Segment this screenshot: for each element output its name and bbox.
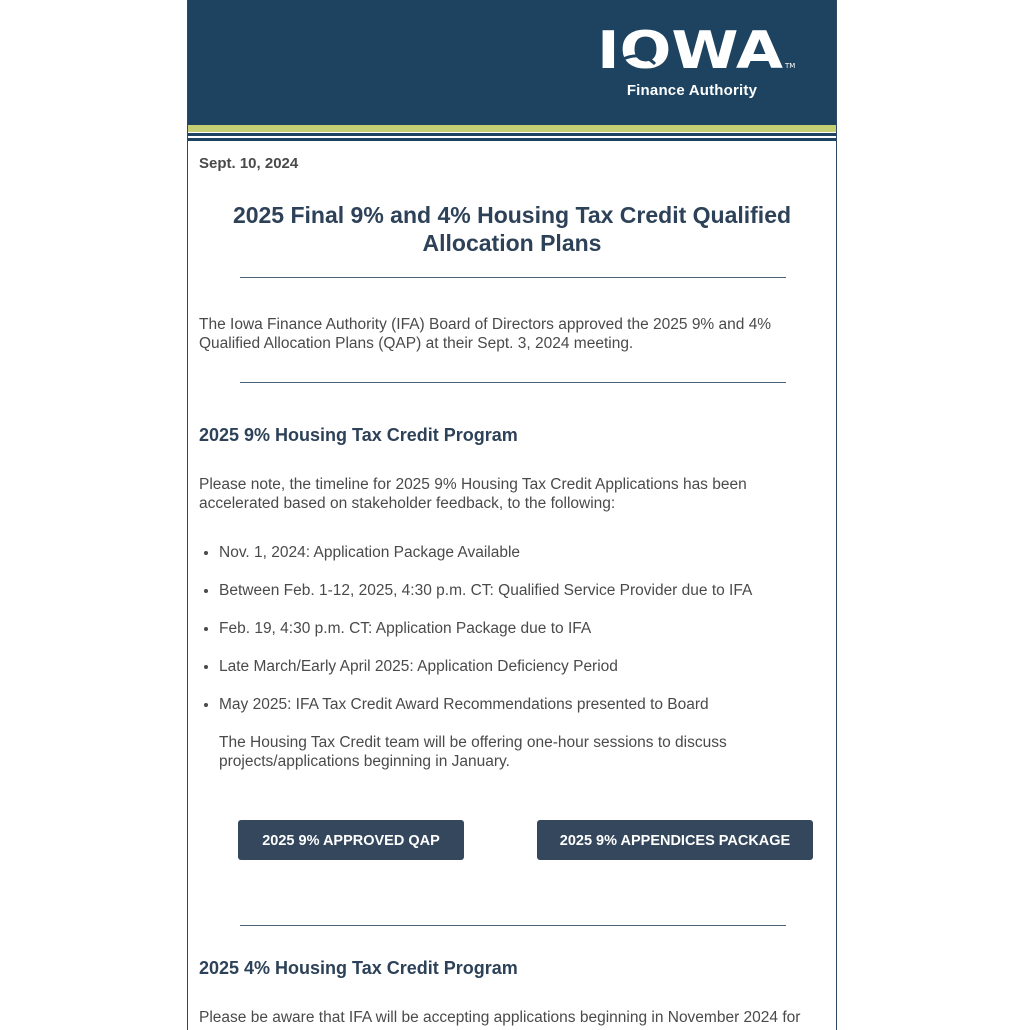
timeline-list [199, 543, 839, 733]
divider [240, 382, 786, 383]
list-item: • Feb. 19, 4:30 p.m. CT: Application Package due to IFA [219, 619, 839, 657]
accent-stripe-green [188, 125, 836, 132]
sessions-note: The Housing Tax Credit team will be offering one-hour sessions to discuss projects/applications beginning in January. [219, 734, 727, 770]
logo-wordmark: IOWA [597, 21, 783, 81]
section-4-heading: 2025 4% Housing Tax Credit Program [199, 958, 518, 978]
accent-stripe-navy [188, 133, 836, 136]
page-title: 2025 Final 9% and 4% Housing Tax Credit Qualified Allocation Plans [232, 202, 792, 256]
divider [240, 925, 786, 926]
publish-date: Sept. 10, 2024 [199, 155, 299, 172]
section-9-lead: Please note, the timeline for 2025 9% Housing Tax Credit Applications has been accelerated based on stakeholder feedback, to the following: [199, 476, 747, 512]
approved-qap-button[interactable]: 2025 9% APPROVED QAP [238, 820, 464, 860]
section-9-heading: 2025 9% Housing Tax Credit Program [199, 425, 518, 445]
logo-subtitle: Finance Authority [626, 82, 758, 99]
list-item: • Late March/Early April 2025: Application Deficiency Period [219, 657, 839, 695]
accent-stripe-navy [188, 138, 836, 141]
list-item: • Between Feb. 1-12, 2025, 4:30 p.m. CT: Qualified Service Provider due to IFA [219, 581, 839, 619]
logo-trademark: TM [785, 62, 796, 70]
list-item: • May 2025: IFA Tax Credit Award Recommendations presented to Board [219, 695, 839, 733]
appendices-package-button[interactable]: 2025 9% APPENDICES PACKAGE [537, 820, 813, 860]
header-banner [188, 0, 836, 125]
email-body [187, 0, 837, 1030]
divider [240, 277, 786, 278]
section-4-lead: Please be aware that IFA will be accepting applications beginning in November 2024 for [199, 1009, 801, 1026]
list-item: • Nov. 1, 2024: Application Package Available [219, 543, 839, 581]
intro-paragraph: The Iowa Finance Authority (IFA) Board of Directors approved the 2025 9% and 4% Qualified Allocation Plans (QAP) at their Sept. 3, 2024 meeting. [199, 316, 772, 352]
